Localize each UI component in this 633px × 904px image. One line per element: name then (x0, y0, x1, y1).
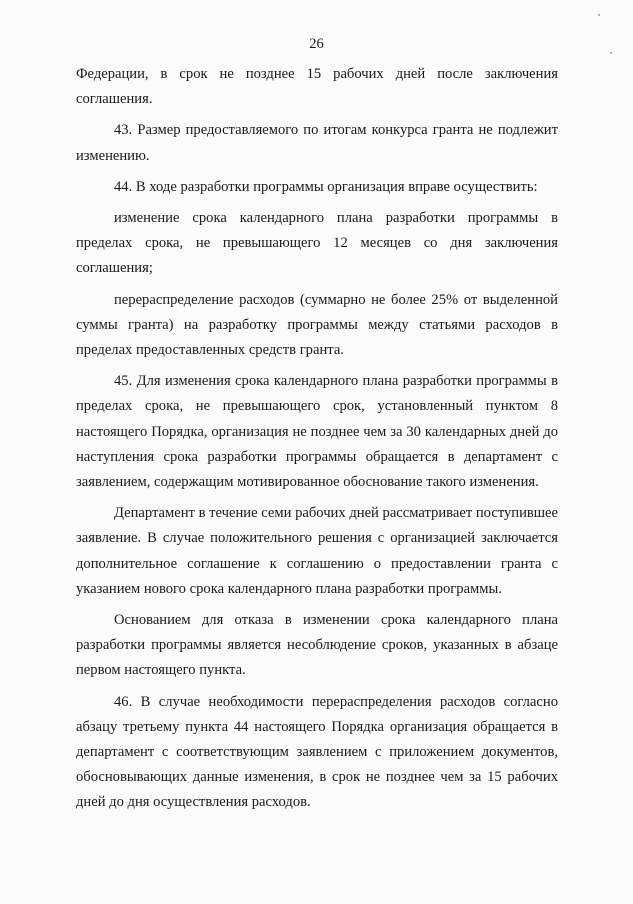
paragraph-continuation: Федерации, в срок не позднее 15 рабочих дней после заключения соглашения. (76, 66, 558, 108)
paragraph-45-part-2: Департамент в течение семи рабочих дней рассматривает поступившее заявление. В случае положительного решения с организацией заключается дополнительное соглашение к соглашению о предоставлении гранта с указанием нового срока календарного плана разработки программы. (76, 505, 558, 597)
paragraph-46: 46. В случае необходимости перераспределения расходов согласно абзацу третьему пункта 44 настоящего Порядка организация обращается в департамент с соответствующим заявлением с приложением документов, обосновывающих данные изменения, в срок не позднее чем за 15 рабочих дней до дня осуществления расходов. (76, 693, 558, 811)
paragraph-43: 43. Размер предоставляемого по итогам конкурса гранта не подлежит изменению. (76, 122, 558, 164)
page-number: 26 (309, 36, 324, 52)
paragraph-44-item-2: перераспределение расходов (суммарно не более 25% от выделенной суммы гранта) на разработку программы между статьями расходов в пределах предоставленных средств гранта. (76, 291, 558, 359)
paragraph-45: 45. Для изменения срока календарного плана разработки программы в пределах срока, не превышающего срок, установленный пунктом 8 настоящего Порядка, организация не позднее чем за 30 календарных дней до наступления срока разработки программы обращается в департамент с заявлением, содержащим мотивированное обоснование такого изменения. (76, 373, 558, 491)
paragraph-44: 44. В ходе разработки программы организация вправе осуществить: (114, 178, 538, 195)
paragraph-45-part-3: Основанием для отказа в изменении срока календарного плана разработки программы является несоблюдение сроков, указанных в абзаце первом настоящего пункта. (76, 612, 558, 679)
document-body (76, 62, 558, 822)
scan-speck (610, 52, 612, 54)
paragraph-44-item-1: изменение срока календарного плана разработки программы в пределах срока, не превышающего 12 месяцев со дня заключения соглашения; (76, 210, 558, 277)
scan-speck (598, 14, 600, 16)
